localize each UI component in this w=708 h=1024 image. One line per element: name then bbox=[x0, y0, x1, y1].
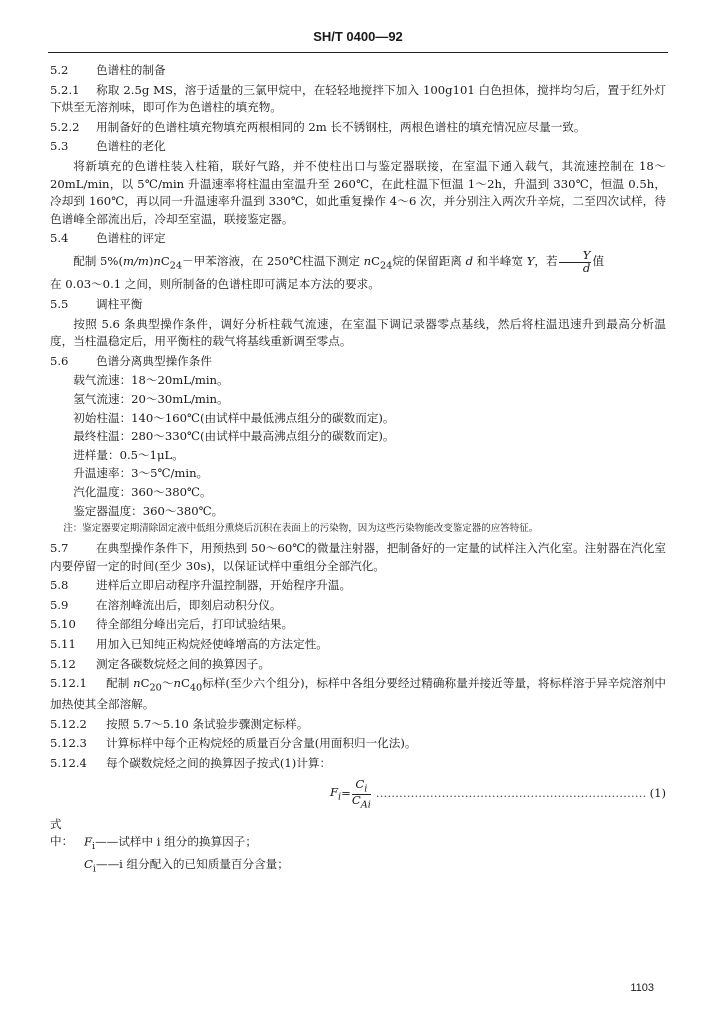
formula-fraction: $\frac{C_i}{C_{Ai}}$ bbox=[351, 776, 371, 810]
param-final-temp: 最终柱温：280～330℃(由试样中最高沸点组分的碳数而定)。 bbox=[73, 429, 395, 444]
legend-row-fi: 式中： $F_i——$试样中 i 组分的换算因子； bbox=[50, 816, 257, 852]
param-hydrogen: 氢气流速：20～30mL/min。 bbox=[73, 391, 229, 406]
section-5-8: 5.8 进样后立即启动程序升温控制器，开始程序升温。 bbox=[50, 578, 352, 593]
standard-number: SH/T 0400—92 bbox=[313, 29, 403, 44]
section-5-5-text: 按照 5.6 条典型操作条件，调好分析柱载气流速，在室温下调记录器零点基线，然后将柱温迅速升到最高分析温度，当柱温稳定后，用平衡柱的载气将基线重新调至零点。 bbox=[50, 316, 666, 349]
param-initial-temp: 初始柱温：140～160℃(由试样中最低沸点组分的碳数而定)。 bbox=[73, 410, 395, 425]
param-injection-volume: 进样量：0.5～1μL。 bbox=[73, 447, 184, 462]
section-5-5-heading: 5.5 调柱平衡 bbox=[50, 296, 143, 311]
section-5-6-heading: 5.6 色谱分离典型操作条件 bbox=[50, 353, 212, 368]
section-5-3-heading: 5.3 色谱柱的老化 bbox=[50, 139, 166, 154]
section-5-9: 5.9 在溶剂峰流出后，即刻启动积分仪。 bbox=[50, 597, 282, 612]
section-5-4-heading: 5.4 色谱柱的评定 bbox=[50, 231, 166, 246]
section-5-10: 5.10 待全部组分峰出完后，打印试验结果。 bbox=[50, 617, 294, 632]
section-5-4-text-cont: 在 0.03～0.1 之间，则所制备的色谱柱即可满足本方法的要求。 bbox=[50, 277, 380, 292]
section-5-2-heading: 5.2 色谱柱的制备 bbox=[50, 63, 166, 77]
param-carrier-gas: 载气流速：18～20mL/min。 bbox=[73, 373, 229, 388]
section-5-7: 5.7 在典型操作条件下，用预热到 50～60℃的微量注射器，把制备好的一定量的试样注入汽化室。注射器在汽化室内要停留一定的时间(至少 30s)，以保证试样中重组分全部汽化。 bbox=[50, 540, 666, 573]
y-over-d-fraction: $\frac{Y}{d}$ bbox=[559, 250, 592, 274]
legend-row-ci: $C_i——i$ 组分配入的已知质量百分含量； bbox=[84, 857, 289, 875]
leader-dots bbox=[376, 785, 646, 803]
param-ramp-rate: 升温速率：3～5℃/min。 bbox=[73, 466, 209, 481]
document-body bbox=[50, 62, 666, 879]
page-number: 1103 bbox=[630, 982, 654, 994]
section-5-11: 5.11 用加入已知纯正构烷烃使峰增高的方法定性。 bbox=[50, 637, 328, 652]
section-5-12-3: 5.12.3 计算标样中每个正构烷烃的质量百分含量(用面积归一化法)。 bbox=[50, 736, 417, 751]
param-detector-temp: 鉴定器温度：360～380℃。 bbox=[73, 503, 224, 518]
section-5-2-2: 5.2.2 用制备好的色谱柱填充物填充两根相同的 2m 长不锈钢柱，两根色谱柱的填充情况应尽量一致。 bbox=[50, 119, 586, 134]
section-5-4-text: 配制 $5\%(m/m)nC_{24}-$甲苯溶液，在 250℃柱温下测定 $nC_{24}$烷的保留距离 d 和半峰宽 Y，若 $\frac{Y}{d}$ 值 bbox=[73, 248, 605, 275]
section-5-3-text: 将新填充的色谱柱装入柱箱，联好气路，并不使柱出口与鉴定器联接，在室温下通入载气，其流速控制在 18～20mL/min，以 5℃/min 升温速率将柱温由室温升至 260℃，在此柱温下恒温 1～2h，升温到 330℃，恒温 0.5h，冷却到 160℃，再以同一升温速率升温到 330℃，如此重复操作 4～6 次，并分别注入两次升辛烷，二至四次试样，待色谱峰全部流出后，冷却至室温，联接鉴定器。 bbox=[50, 159, 666, 226]
page-header bbox=[48, 22, 668, 53]
section-5-6-note: 注：鉴定器要定期清除固定液中低组分熏烧后沉积在表面上的污染物，因为这些污染物能改变鉴定器的应答特征。 bbox=[63, 523, 539, 535]
section-5-12-4: 5.12.4 每个碳数烷烃之间的换算因子按式(1)计算： bbox=[50, 756, 332, 771]
section-5-12-2: 5.12.2 按照 5.7～5.10 条试验步骤测定标样。 bbox=[50, 716, 309, 731]
section-5-12: 5.12 测定各碳数烷烃之间的换算因子。 bbox=[50, 656, 270, 671]
param-vaporization-temp: 汽化温度：360～380℃。 bbox=[73, 484, 212, 499]
equation-number: (1) bbox=[649, 786, 666, 801]
section-5-2-1: 5.2.1 称取 2.5g MS，溶于适量的三氯甲烷中，在轻轻地搅拌下加入 100g101 白色担体，搅拌均匀后，置于红外灯下烘至无溶剂味，即可作为色谱柱的填充物。 bbox=[50, 82, 666, 115]
formula-lhs: $F_i$ bbox=[330, 784, 342, 802]
section-5-12-1: 5.12.1 配制 $nC_{20}\sim nC_{40}$标样(至少六个组分)，标样中各组分要经过精确称量并接近等量，将标样溶于异辛烷溶剂中加热使其全部溶解。 bbox=[50, 676, 666, 712]
formula-1: $F_i$ = $\frac{C_i}{C_{Ai}}$ ………………………………………………………………………… (1) bbox=[50, 779, 666, 810]
